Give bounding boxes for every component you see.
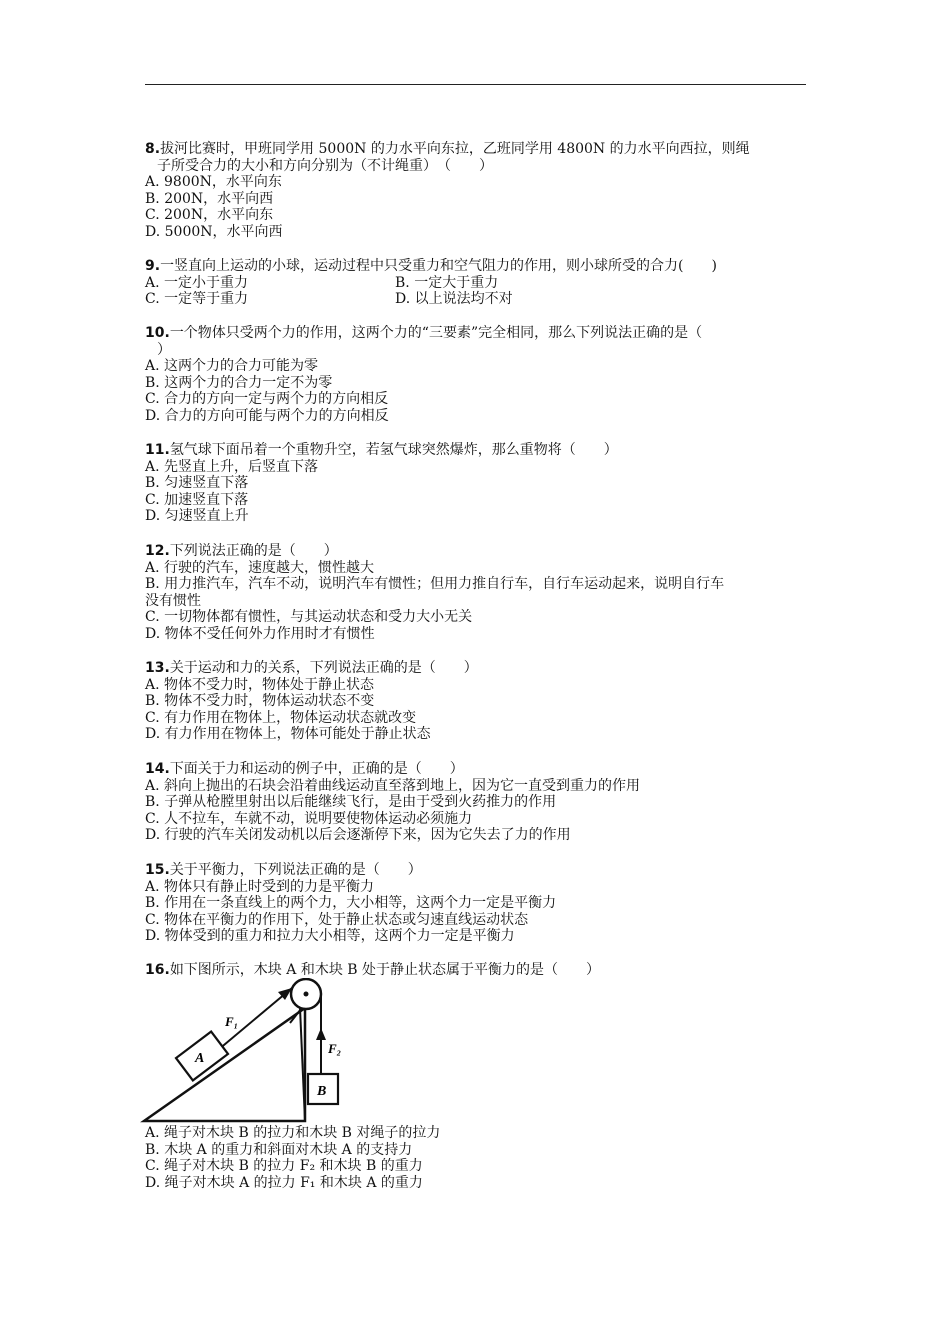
option-a[interactable]: A. 一定小于重力 xyxy=(145,274,249,291)
option-b[interactable]: B. 一定大于重力 xyxy=(395,274,499,291)
option-b[interactable]: B. 用力推汽车，汽车不动，说明汽车有惯性；但用力推自行车，自行车运动起来，说明自行车 xyxy=(145,576,725,593)
option-a[interactable]: A. 这两个力的合力可能为零 xyxy=(145,358,319,375)
option-d[interactable]: D. 有力作用在物体上，物体可能处于静止状态 xyxy=(145,726,431,743)
f2-label: F₂ xyxy=(328,1041,342,1056)
option-d[interactable]: D. 合力的方向可能与两个力的方向相反 xyxy=(145,407,389,424)
block-a-label: A xyxy=(195,1051,205,1066)
question-16-options xyxy=(145,1125,807,1191)
question-15 xyxy=(145,862,807,945)
option-d[interactable]: D. 物体不受任何外力作用时才有惯性 xyxy=(145,625,375,642)
option-a[interactable]: A. 斜向上抛出的石块会沿着曲线运动直至落到地上，因为它一直受到重力的作用 xyxy=(145,777,641,794)
question-14-stem: 14.下面关于力和运动的例子中，正确的是（ ） xyxy=(145,761,464,777)
option-b[interactable]: B. 子弹从枪膛里射出以后能继续飞行，是由于受到火药推力的作用 xyxy=(145,794,557,811)
question-11 xyxy=(145,442,807,525)
option-d[interactable]: D. 物体受到的重力和拉力大小相等，这两个力一定是平衡力 xyxy=(145,928,515,945)
option-a[interactable]: A. 行驶的汽车，速度越大，惯性越大 xyxy=(145,559,375,576)
question-number: 9. xyxy=(145,258,161,274)
option-c[interactable]: C. 200N，水平向东 xyxy=(145,207,274,224)
option-a[interactable]: A. 绳子对木块 B 的拉力和木块 B 对绳子的拉力 xyxy=(145,1125,441,1141)
option-c[interactable]: C. 人不拉车，车就不动，说明要使物体运动必须施力 xyxy=(145,810,473,827)
question-number: 8. xyxy=(145,141,161,157)
question-14 xyxy=(145,761,807,844)
option-d[interactable]: D. 绳子对木块 A 的拉力 F₁ 和木块 A 的重力 xyxy=(145,1174,423,1191)
option-c[interactable]: C. 合力的方向一定与两个力的方向相反 xyxy=(145,391,389,408)
question-11-stem: 11.氢气球下面吊着一个重物升空，若氢气球突然爆炸，那么重物将（ ） xyxy=(145,442,618,458)
option-a[interactable]: A. 物体只有静止时受到的力是平衡力 xyxy=(145,878,375,895)
incline-pulley-figure xyxy=(140,978,360,1128)
question-10-stem: 10.一个物体只受两个力的作用，这两个力的“三要素”完全相同，那么下列说法正确的是（ xyxy=(145,325,703,341)
question-number: 11. xyxy=(145,442,170,458)
question-8-stem-cont: 子所受合力的大小和方向分别为（不计绳重） （ ） xyxy=(157,157,493,174)
option-d[interactable]: D. 5000N，水平向西 xyxy=(145,223,283,240)
option-c[interactable]: C. 有力作用在物体上，物体运动状态就改变 xyxy=(145,709,417,726)
question-13-stem: 13.关于运动和力的关系，下列说法正确的是（ ） xyxy=(145,660,478,676)
option-b[interactable]: B. 200N，水平向西 xyxy=(145,190,274,207)
question-9 xyxy=(145,258,807,308)
option-a[interactable]: A. 物体不受力时，物体处于静止状态 xyxy=(145,676,375,693)
question-number: 12. xyxy=(145,543,170,559)
question-number: 10. xyxy=(145,325,170,341)
question-number: 15. xyxy=(145,862,170,878)
pulley-axle xyxy=(304,992,309,997)
option-d[interactable]: D. 以上说法均不对 xyxy=(395,291,513,308)
option-a[interactable]: A. 先竖直上升，后竖直下落 xyxy=(145,458,319,475)
question-16 xyxy=(145,962,807,979)
f2-arrow-head xyxy=(316,1028,326,1040)
option-d[interactable]: D. 行驶的汽车关闭发动机以后会逐渐停下来，因为它失去了力的作用 xyxy=(145,827,571,844)
option-c[interactable]: C. 一定等于重力 xyxy=(145,291,249,308)
header-rule xyxy=(145,84,806,85)
question-12-stem: 12.下列说法正确的是（ ） xyxy=(145,543,338,559)
question-15-stem: 15.关于平衡力，下列说法正确的是（ ） xyxy=(145,862,422,878)
question-8-stem: 8.拔河比赛时，甲班同学用 5000N 的力水平向东拉，乙班同学用 4800N 的力水平向西拉，则绳 xyxy=(145,141,750,157)
question-number: 14. xyxy=(145,761,170,777)
question-8 xyxy=(145,141,807,241)
question-16-stem: 16.如下图所示，木块 A 和木块 B 处于静止状态属于平衡力的是（ ） xyxy=(145,962,601,978)
question-12 xyxy=(145,543,807,643)
option-b[interactable]: B. 木块 A 的重力和斜面对木块 A 的支持力 xyxy=(145,1141,413,1158)
option-b[interactable]: B. 这两个力的合力一定不为零 xyxy=(145,374,333,391)
option-c[interactable]: C. 加速竖直下落 xyxy=(145,491,249,508)
option-a[interactable]: A. 9800N，水平向东 xyxy=(145,174,282,191)
question-10-stem-cont: ） xyxy=(157,341,171,358)
option-b[interactable]: B. 作用在一条直线上的两个力，大小相等，这两个力一定是平衡力 xyxy=(145,895,557,912)
question-number: 13. xyxy=(145,660,170,676)
option-c[interactable]: C. 一切物体都有惯性，与其运动状态和受力大小无关 xyxy=(145,609,473,626)
f1-label: F₁ xyxy=(225,1014,239,1029)
option-d[interactable]: D. 匀速竖直上升 xyxy=(145,508,249,525)
question-10 xyxy=(145,325,807,425)
question-9-stem: 9.一竖直向上运动的小球，运动过程中只受重力和空气阻力的作用，则小球所受的合力( ) xyxy=(145,258,717,274)
option-c[interactable]: C. 绳子对木块 B 的拉力 F₂ 和木块 B 的重力 xyxy=(145,1158,423,1175)
option-b-cont: 没有惯性 xyxy=(145,592,201,609)
option-b[interactable]: B. 物体不受力时，物体运动状态不变 xyxy=(145,693,375,710)
question-number: 16. xyxy=(145,962,170,978)
question-13 xyxy=(145,660,807,743)
block-b-label: B xyxy=(317,1084,327,1099)
option-c[interactable]: C. 物体在平衡力的作用下，处于静止状态或匀速直线运动状态 xyxy=(145,911,529,928)
option-b[interactable]: B. 匀速竖直下落 xyxy=(145,475,249,492)
